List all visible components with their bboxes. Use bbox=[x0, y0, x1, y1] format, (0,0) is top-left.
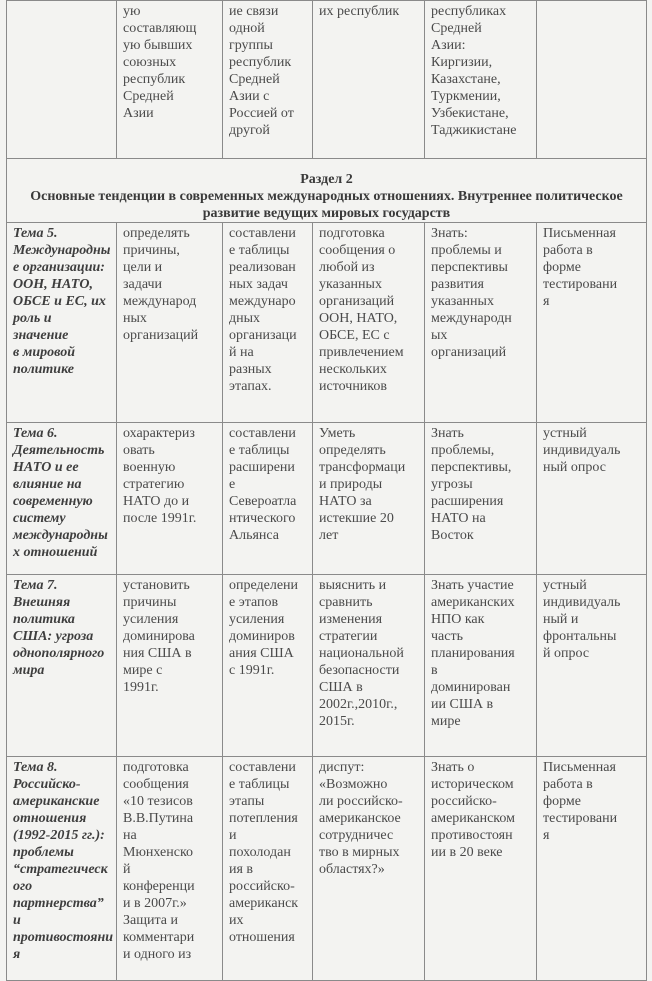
table-cell: Знать проблемы, перспективы, угрозы расширения НАТО на Восток bbox=[425, 423, 537, 575]
table-cell: составлени е таблицы расширени е Североатла нтического Альянса bbox=[223, 423, 313, 575]
table-cell: Уметь определять трансформаци и природы НАТО за истекшие 20 лет bbox=[313, 423, 425, 575]
table-cell: определять причины, цели и задачи международ ных организаций bbox=[117, 223, 223, 423]
table-cell bbox=[537, 1, 647, 159]
table-cell: подготовка сообщения «10 тезисов В.В.Путина на Мюнхенско й конференци и в 2007г.» Защита и комментари и одного из bbox=[117, 757, 223, 981]
table-cell: Знать: проблемы и перспективы развития указанных международн ых организаций bbox=[425, 223, 537, 423]
topic-cell: Тема 7. Внешняя политика США: угроза однополярного мира bbox=[7, 575, 117, 757]
table-row bbox=[7, 1, 647, 159]
table-cell: составлени е таблицы этапы потепления и похолодан ия в российско- американск их отношения bbox=[223, 757, 313, 981]
table-cell: ую составляющ ую бывших союзных республик Средней Азии bbox=[117, 1, 223, 159]
table-row bbox=[7, 423, 647, 575]
topic-cell: Тема 5. Международны е организации: ООН, НАТО, ОБСЕ и ЕС, их роль и значение в мировой политике bbox=[7, 223, 117, 423]
table-cell: охарактериз овать военную стратегию НАТО до и после 1991г. bbox=[117, 423, 223, 575]
section-title: Раздел 2 bbox=[300, 172, 353, 187]
table-cell: установить причины усиления доминирова ния США в мире с 1991г. bbox=[117, 575, 223, 757]
table-cell: Знать участие американских НПО как часть планирования в доминирован ии США в мире bbox=[425, 575, 537, 757]
table-row bbox=[7, 223, 647, 423]
table-cell: Знать о историческом российско- американском противостоян ии в 20 веке bbox=[425, 757, 537, 981]
table-cell: выяснить и сравнить изменения стратегии национальной безопасности США в 2002г.,2010г., 2015г. bbox=[313, 575, 425, 757]
table-cell: подготовка сообщения о любой из указанных организаций ООН, НАТО, ОБСЕ, ЕС с привлечением нескольких источников bbox=[313, 223, 425, 423]
table-cell: определени е этапов усиления доминиров ания США с 1991г. bbox=[223, 575, 313, 757]
topic-cell: Тема 8. Российско- американские отношения (1992-2015 гг.): проблемы “стратегическ ого партнерства” и противостояни я bbox=[7, 757, 117, 981]
section-subtitle: Основные тенденции в современных международных отношениях. Внутреннее политическое развитие ведущих мировых государств bbox=[30, 189, 623, 221]
section-row bbox=[7, 159, 647, 223]
table-cell: диспут: «Возможно ли российско- американское сотрудничес тво в мирных областях?» bbox=[313, 757, 425, 981]
table-cell: устный индивидуаль ный опрос bbox=[537, 423, 647, 575]
table-cell: республиках Средней Азии: Киргизии, Казахстане, Туркмении, Узбекистане, Таджикистане bbox=[425, 1, 537, 159]
topic-cell: Тема 6. Деятельность НАТО и ее влияние на современную систему международны х отношений bbox=[7, 423, 117, 575]
table-cell: устный индивидуаль ный и фронтальны й опрос bbox=[537, 575, 647, 757]
table-cell: Письменная работа в форме тестировани я bbox=[537, 223, 647, 423]
table-cell: Письменная работа в форме тестировани я bbox=[537, 757, 647, 981]
table-cell bbox=[7, 1, 117, 159]
table-row bbox=[7, 757, 647, 981]
table-cell: их республик bbox=[313, 1, 425, 159]
table-cell: составлени е таблицы реализован ных задач междунаро дных организаци й на разных этапах. bbox=[223, 223, 313, 423]
section-heading bbox=[7, 159, 647, 223]
table-row bbox=[7, 575, 647, 757]
table-cell: ие связи одной группы республик Средней Азии с Россией от другой bbox=[223, 1, 313, 159]
curriculum-table bbox=[6, 0, 647, 981]
